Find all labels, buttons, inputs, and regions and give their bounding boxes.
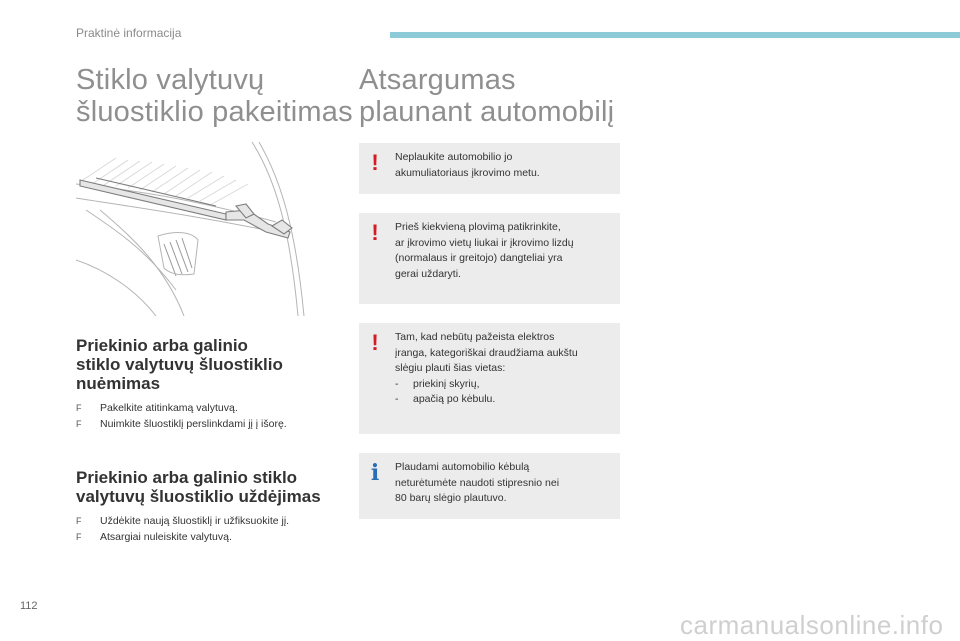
warning-note bbox=[359, 213, 620, 304]
bullet-marker: F bbox=[76, 419, 82, 429]
note-line: (normalaus ir greitojo) dangteliai yra bbox=[395, 252, 563, 264]
title-line: Atsargumas bbox=[359, 64, 516, 96]
step-text: Pakelkite atitinkamą valytuvą. bbox=[100, 402, 238, 414]
title-line: plaunant automobilį bbox=[359, 96, 615, 128]
heading-line: valytuvų šluostiklio uždėjimas bbox=[76, 487, 321, 506]
warning-icon: ! bbox=[371, 220, 379, 245]
removal-steps bbox=[76, 400, 287, 432]
info-icon: i bbox=[370, 460, 380, 486]
note-line: Plaudami automobilio kėbulą bbox=[395, 461, 530, 473]
warning-note bbox=[359, 143, 620, 194]
note-line: 80 barų slėgio plautuvo. bbox=[395, 492, 507, 504]
title-line: Stiklo valytuvų bbox=[76, 64, 265, 96]
bullet-marker: F bbox=[76, 532, 82, 542]
list-marker: - bbox=[395, 393, 399, 405]
list-item bbox=[395, 377, 612, 393]
warning-icon: ! bbox=[371, 330, 379, 355]
list-text: apačią po kėbulu. bbox=[413, 393, 496, 405]
step-text: Nuimkite šluostiklį perslinkdami jį į išorę. bbox=[100, 418, 287, 430]
info-note bbox=[359, 453, 620, 519]
fitting-heading bbox=[76, 468, 321, 506]
page-title-right bbox=[359, 64, 614, 128]
list-marker: - bbox=[395, 377, 399, 390]
step-text: Uždėkite naują šluostiklį ir užfiksuokite jį. bbox=[100, 515, 290, 527]
list-text: priekinį skyrių, bbox=[413, 377, 480, 390]
heading-line: nuėmimas bbox=[76, 374, 161, 393]
heading-line: stiklo valytuvų šluostiklio bbox=[76, 355, 283, 374]
warning-note bbox=[359, 323, 620, 434]
list-item bbox=[76, 416, 287, 432]
note-line: Prieš kiekvieną plovimą patikrinkite, bbox=[395, 221, 561, 233]
warning-icon: ! bbox=[371, 150, 379, 175]
fitting-steps bbox=[76, 513, 289, 545]
section-label: Praktinė informacija bbox=[76, 26, 182, 40]
bullet-marker: F bbox=[76, 516, 82, 526]
heading-line: Priekinio arba galinio bbox=[76, 336, 248, 355]
wiper-illustration bbox=[76, 140, 334, 316]
note-line: Tam, kad nebūtų pažeista elektros bbox=[395, 331, 555, 343]
list-item bbox=[76, 529, 289, 545]
note-line: slėgiu plauti šias vietas: bbox=[395, 362, 506, 374]
list-item bbox=[76, 513, 289, 529]
note-line: gerai uždaryti. bbox=[395, 267, 461, 280]
page-title-left bbox=[76, 64, 353, 128]
heading-line: Priekinio arba galinio stiklo bbox=[76, 468, 298, 487]
note-line: ar įkrovimo vietų liukai ir įkrovimo lizdų bbox=[395, 236, 574, 249]
page-number: 112 bbox=[20, 600, 38, 612]
list-item bbox=[395, 392, 612, 408]
note-line: Neplaukite automobilio jo bbox=[395, 151, 513, 163]
watermark: carmanualsonline.info bbox=[680, 610, 944, 640]
bullet-marker: F bbox=[76, 403, 82, 413]
title-line: šluostiklio pakeitimas bbox=[76, 96, 353, 128]
header-accent-bar bbox=[390, 32, 960, 38]
note-line: įranga, kategoriškai draudžiama aukštu bbox=[395, 346, 578, 359]
step-text: Atsargiai nuleiskite valytuvą. bbox=[100, 531, 232, 543]
removal-heading bbox=[76, 336, 283, 393]
list-item bbox=[76, 400, 287, 416]
note-line: neturėtumėte naudoti stipresnio nei bbox=[395, 476, 560, 489]
note-line: akumuliatoriaus įkrovimo metu. bbox=[395, 166, 540, 179]
